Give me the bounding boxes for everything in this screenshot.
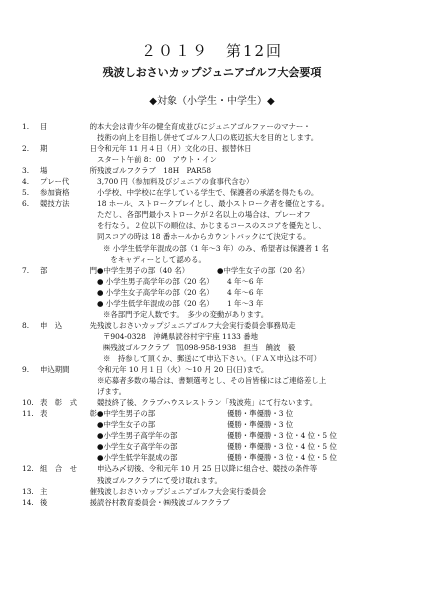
item-number: 11. [22, 409, 34, 419]
item-number: 8. [22, 320, 30, 330]
item-value: 小学校、中学校に在学している学生で、保護者の承諾を得たもの。 [97, 188, 319, 198]
item-label: 表 彰 [40, 409, 97, 419]
item-number: 5. [22, 188, 30, 198]
item-value: 令和元年 11 月４日（月）文化の日、振替休日 [97, 144, 252, 154]
division-row: ● 小学生低学年混成の部（20 名） 1 年～3 年 [97, 298, 264, 308]
page-title: 残波しおさいカップジュニアゴルフ大会要項 [102, 66, 322, 79]
item-value-line: ※ 持参して頂くか、郵送にて申込下さい。（ＦＡＸ申込は不可） [103, 353, 322, 363]
item-date [22, 143, 417, 154]
item-value-line: ※応募者多数の場合は、書類選考とし、その旨皆様にはご連絡差し上 [97, 376, 327, 386]
item-label: プレー代 [40, 177, 70, 187]
item-number: 4. [22, 177, 30, 187]
item-value: 申込み〆切後、令和元年 10 月 25 日以降に組合せ、競技の条件等 [97, 464, 318, 474]
item-label: 場 所 [40, 166, 97, 176]
item-method [22, 198, 417, 209]
target-subtitle: ◆対象（小学生・中学生）◆ [149, 96, 275, 107]
item-value: 令和元年 10 月１日（火）～10 月 20 日(日)まで。 [97, 365, 269, 375]
item-number: 14. [22, 497, 34, 507]
item-label: 競技方法 [40, 199, 70, 209]
item-value: 残波しおさいカップジュニアゴルフ大会実行委員会事務局走 [97, 320, 296, 330]
item-number: 3. [22, 166, 30, 176]
item-value: 本大会は青少年の健全育成並びにジュニアゴルファーのマナー・ [97, 122, 311, 131]
item-number: 10. [22, 398, 34, 408]
outline-list [22, 121, 417, 508]
item-deadline [22, 364, 417, 375]
division-entry: ●中学生男子の部（40 名） [97, 265, 190, 275]
item-value-line: 技術の向上を目指し併せてゴルフ人口の底辺拡大を目的とします。 [97, 133, 319, 143]
item-value-line: 〒904-0328 沖縄県読谷村宇宇座 1133 番地 [103, 331, 258, 341]
item-application [22, 320, 417, 331]
item-number: 13. [22, 486, 34, 496]
item-fee [22, 176, 417, 187]
item-label: 目 的 [40, 122, 97, 131]
item-value: 読谷村教育委員会・㈱残波ゴルフクラブ [97, 497, 230, 507]
item-value-line: ㈱残波ゴルフクラブ ℡098-958-1938 担当 饒波 毅 [103, 342, 296, 352]
item-number: 7. [22, 265, 30, 275]
item-label: 主 催 [40, 486, 97, 496]
item-label: 申 込 先 [40, 320, 97, 330]
item-divisions [22, 265, 417, 276]
item-label: 後 援 [40, 497, 97, 507]
item-venue [22, 165, 417, 176]
item-number: 6. [22, 199, 30, 209]
division-row: ● 小学生男子高学年の部（20 名） 4 年～6 年 [97, 276, 264, 286]
item-number: 9. [22, 365, 30, 375]
award-row: ●小学生女子高学年の部 優勝・準優勝・3 位・4 位・5 位 [97, 442, 337, 452]
division-row: ● 小学生女子高学年の部（20 名） 4 年～6 年 [97, 287, 264, 297]
award-row: ●中学生男子の部 優勝・準優勝・3 位 [97, 409, 294, 419]
item-purpose [22, 121, 417, 132]
award-row: ●小学生男子高学年の部 優勝・準優勝・3 位・4 位・5 位 [97, 431, 337, 441]
item-note-line: ※ 小学生低学年混成の部（1 年～3 年）のみ、希望者は保護者 1 名 [103, 243, 329, 253]
item-value: 残波ゴルフクラブ 18H PAR58 [97, 166, 212, 176]
item-value-line: スタート午前 8：00 アウト・イン [97, 155, 217, 165]
item-number: 2. [22, 144, 30, 154]
item-eligibility [22, 187, 417, 198]
item-support [22, 497, 417, 508]
award-row: ●中学生女子の部 優勝・準優勝・3 位 [97, 420, 294, 430]
item-value [97, 265, 417, 276]
award-row: ●小学生低学年混成の部 優勝・準優勝・3 位・4 位・5 位 [97, 453, 337, 463]
item-note-line: をキャディーとして認める。 [103, 254, 206, 264]
item-number: 12. [22, 464, 34, 474]
item-value: 3,700 円（参加料及びジュニアの食事代含む） [97, 177, 254, 187]
item-label: 申込期間 [40, 365, 70, 375]
item-organizer [22, 486, 417, 497]
item-value-line: げます。 [97, 387, 126, 397]
division-entry: ●中学生女子の部（20 名） [217, 265, 310, 275]
item-value-line: ただし、各部門最小ストロークが２名以上の場合は、プレーオフ [97, 210, 311, 220]
item-value: 競技終了後、クラブハウスレストラン「残波苑」にて行ないます。 [97, 398, 318, 408]
item-label: 組 合 せ [40, 464, 77, 474]
item-value-line: 同スコアの時は 18 番ホールからカウントバックにて決定する。 [97, 232, 311, 242]
division-note: ※各部門予定人数です。 多少の変動があります。 [103, 309, 269, 319]
item-ceremony [22, 397, 417, 408]
item-value-line: を行なう。２位以下の順位は、かじまるコースのスコアを優先とし、 [97, 221, 326, 231]
item-label: 参加資格 [40, 188, 70, 198]
item-value: 18 ホール、ストロークプレイとし、最小ストローク者を優位とする。 [97, 199, 330, 209]
item-label: 表 彰 式 [40, 398, 77, 408]
item-pairing [22, 463, 417, 474]
item-label: 期 日 [40, 144, 97, 154]
item-value-line: 残波ゴルフクラブにて受け取れます。 [97, 475, 222, 485]
year-edition-heading: ２０１９ 第12回 [140, 42, 284, 60]
item-label: 部 門 [40, 265, 97, 275]
item-awards [22, 408, 417, 419]
item-value: 残波しおさいカップジュニアゴルフ大会実行委員会 [97, 486, 267, 496]
item-number: 1. [22, 122, 30, 131]
